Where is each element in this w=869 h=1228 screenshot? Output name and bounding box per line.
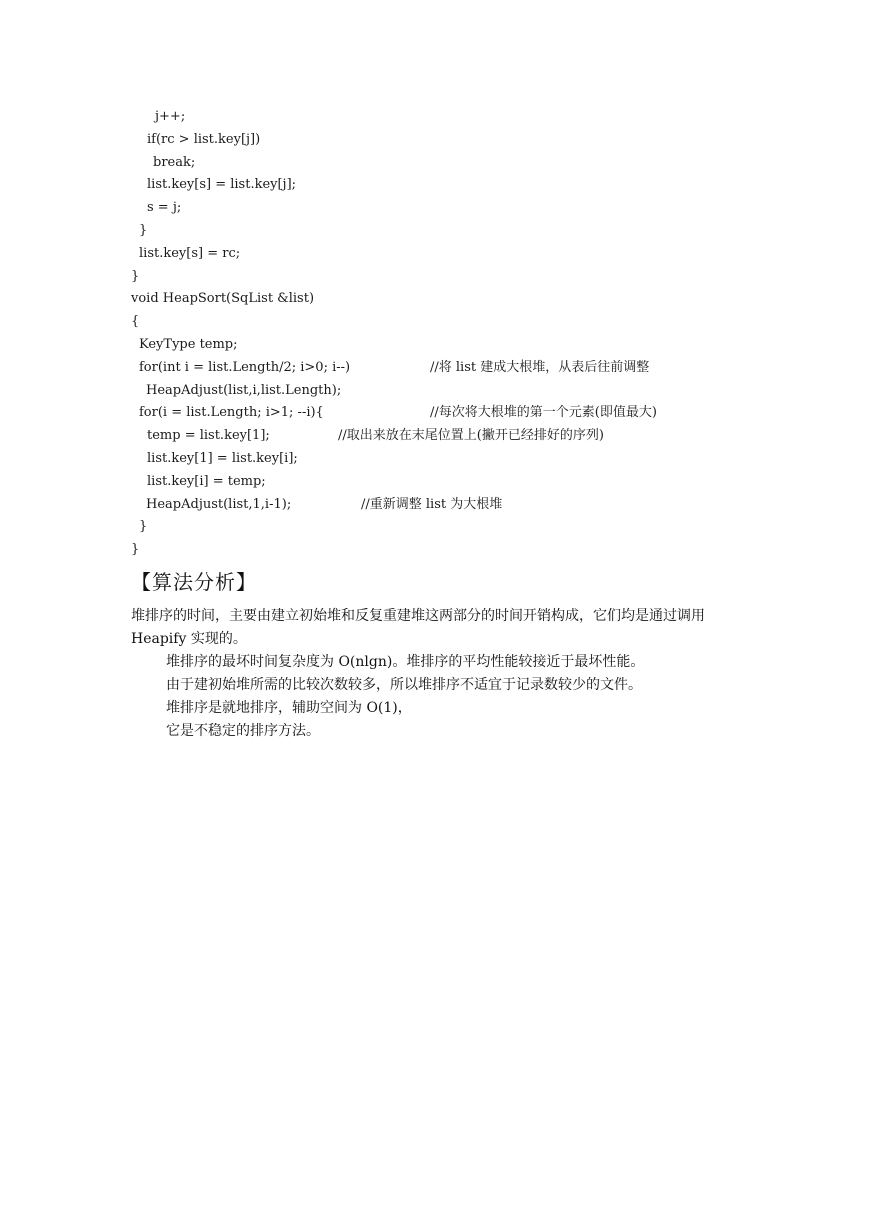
analysis-point: 它是不稳定的排序方法。	[166, 723, 320, 739]
code-text: list.key[i] = temp;	[147, 473, 266, 489]
analysis-point: 堆排序是就地排序，辅助空间为 O(1)，	[166, 700, 412, 716]
code-line	[131, 494, 831, 517]
code-text: HeapAdjust(list,1,i-1);	[146, 496, 292, 512]
code-line	[131, 334, 831, 357]
code-line	[131, 539, 831, 562]
code-line	[131, 152, 831, 175]
code-line	[131, 425, 831, 448]
code-text: list.key[s] = rc;	[139, 245, 241, 261]
code-text: }	[131, 542, 140, 558]
code-text: HeapAdjust(list,i,list.Length);	[146, 382, 342, 398]
code-comment: //取出来放在末尾位置上(撇开已经排好的序列)	[338, 428, 604, 444]
code-line	[131, 448, 831, 471]
section-title: 【算法分析】	[131, 570, 257, 594]
code-line	[131, 471, 831, 494]
code-text: s = j;	[147, 200, 182, 216]
code-line	[131, 516, 831, 539]
code-line	[131, 129, 831, 152]
code-line	[131, 220, 831, 243]
code-line	[131, 174, 831, 197]
code-line	[131, 243, 831, 266]
code-text: if(rc > list.key[j])	[147, 131, 261, 147]
code-comment: //重新调整 list 为大根堆	[361, 496, 503, 512]
code-text: KeyType temp;	[139, 336, 238, 352]
code-text: }	[139, 222, 148, 238]
code-line	[131, 380, 831, 403]
code-text: temp = list.key[1];	[147, 428, 270, 444]
analysis-point: 堆排序的最坏时间复杂度为 O(nlgn)。堆排序的平均性能较接近于最坏性能。	[166, 654, 645, 670]
analysis-intro: 堆排序的时间，主要由建立初始堆和反复重建堆这两部分的时间开销构成，它们均是通过调用 Heapify 实现的。	[131, 608, 705, 647]
code-text: for(i = list.Length; i>1; --i){	[139, 405, 324, 421]
code-line	[131, 288, 831, 311]
code-text: list.key[s] = list.key[j];	[147, 177, 297, 193]
code-text: }	[131, 268, 140, 284]
code-line	[131, 357, 831, 380]
code-text: {	[131, 314, 140, 330]
code-comment: //每次将大根堆的第一个元素(即值最大)	[430, 405, 657, 421]
code-line	[131, 311, 831, 334]
code-text: j++;	[155, 109, 186, 124]
code-line	[131, 266, 831, 289]
code-line	[131, 402, 831, 425]
code-line	[131, 106, 831, 129]
code-line	[131, 197, 831, 220]
code-text: }	[139, 519, 148, 535]
code-text: list.key[1] = list.key[i];	[147, 450, 298, 466]
code-comment: //将 list 建成大根堆，从表后往前调整	[430, 359, 650, 375]
code-text: void HeapSort(SqList &list)	[131, 291, 315, 307]
code-block	[131, 106, 831, 562]
code-text: for(int i = list.Length/2; i>0; i--)	[139, 359, 351, 375]
code-text: break;	[153, 154, 196, 170]
analysis-point: 由于建初始堆所需的比较次数较多，所以堆排序不适宜于记录数较少的文件。	[166, 677, 642, 693]
